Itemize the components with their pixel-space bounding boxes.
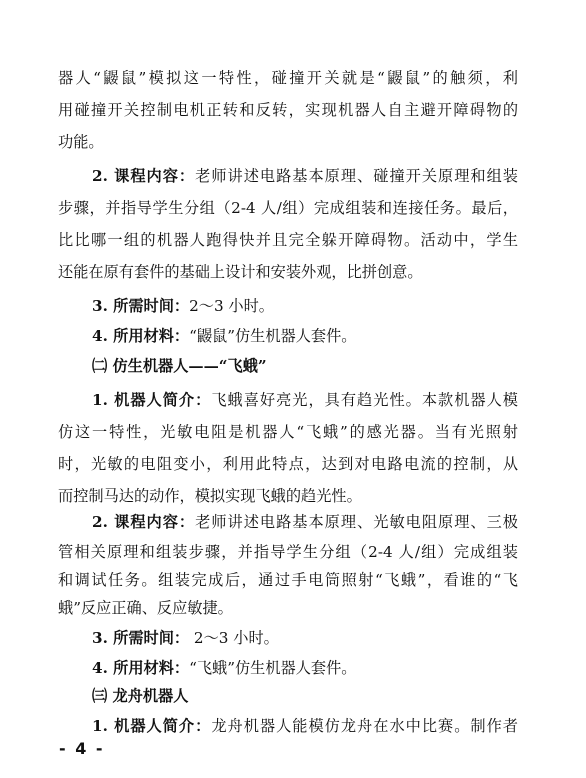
item-label: 4. 所用材料： [92,659,190,677]
body-line: 蛾”反应正确、反应敏捷。 [58,599,233,617]
materials-line [92,658,518,678]
robot-intro-line [92,716,518,736]
body-line: 时，光敏的电阻变小，利用此特点，达到对电路电流的控制，从 [58,455,518,473]
body-line: 器人“鼹鼠”模拟这一特性，碰撞开关就是“鼹鼠”的触须，利 [58,69,518,87]
item-label: 3. 所需时间： [92,297,190,315]
body-line: 用碰撞开关控制电机正转和反转，实现机器人自主避开障碍物的 [58,101,518,119]
item-label: 4. 所用材料： [92,327,190,345]
body-line: 和调试任务。组装完成后，通过手电筒照射“飞蛾”，看谁的“飞 [58,571,518,589]
body-line: 比比哪一组的机器人跑得快并且完全躲开障碍物。活动中，学生 [58,231,518,249]
item-text: 飞蛾喜好亮光，具有趋光性。本款机器人模 [211,391,518,409]
body-line: 而控制马达的动作，模拟实现飞蛾的趋光性。 [58,487,362,505]
item-label: 1. 机器人简介： [92,391,212,409]
item-label: 2. 课程内容： [92,167,196,185]
body-line: 还能在原有套件的基础上设计和安装外观，比拼创意。 [58,263,423,281]
item-label: 3. 所需时间： [92,629,190,647]
item-text: 老师讲述电路基本原理、碰撞开关原理和组装 [195,167,518,185]
item-label: 1. 机器人简介： [92,717,212,735]
item-text: 龙舟机器人能模仿龙舟在水中比赛。制作者 [211,717,518,735]
materials-line [92,326,518,346]
page-number: - 4 - [59,739,105,758]
item-label: 2. 课程内容： [92,513,196,531]
section-heading: ㈡ 仿生机器人——“飞蛾” [92,357,267,375]
section-heading: ㈢ 龙舟机器人 [92,687,189,705]
body-line: 步骤，并指导学生分组（2-4 人/组）完成组装和连接任务。最后， [58,199,518,217]
section-paragraph-course-content [92,166,518,186]
time-required-line [92,628,518,648]
time-required-line [92,296,518,316]
section-paragraph-course-content [92,512,518,532]
item-text: “飞蛾”仿生机器人套件。 [189,659,357,677]
item-text: 老师讲述电路基本原理、光敏电阻原理、三极 [195,513,518,531]
item-text: 2～3 小时。 [189,629,279,647]
item-text: “鼹鼠”仿生机器人套件。 [189,327,357,345]
body-line: 功能。 [58,133,104,151]
body-line: 仿这一特性，光敏电阻是机器人“飞蛾”的感光器。当有光照射 [58,423,518,441]
robot-intro-line [92,390,518,410]
item-text: 2～3 小时。 [189,297,274,315]
body-line: 管相关原理和组装步骤，并指导学生分组（2-4 人/组）完成组装 [58,543,518,561]
